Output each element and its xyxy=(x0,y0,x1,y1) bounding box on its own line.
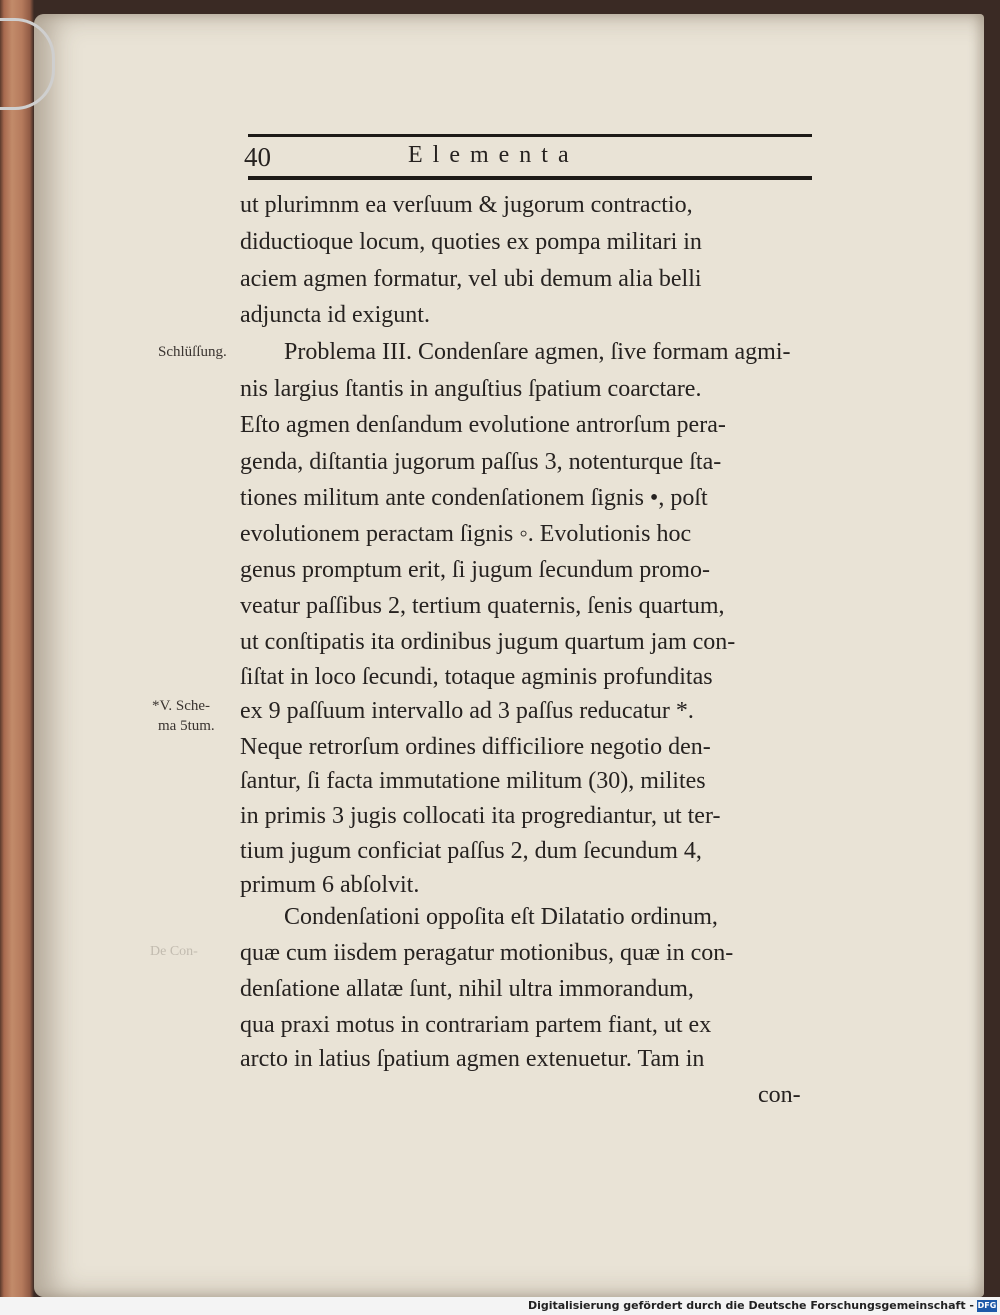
text-line: denſatione allatæ ſunt, nihil ultra immorandum, xyxy=(240,976,694,1002)
text-line: evolutionem peractam ſignis ◦. Evolutionis hoc xyxy=(240,521,692,547)
page-number: 40 xyxy=(244,142,271,172)
text-line: diductioque locum, quoties ex pompa militari in xyxy=(240,229,702,255)
text-line: genus promptum erit, ſi jugum ſecundum promo- xyxy=(240,557,710,583)
catchword: con- xyxy=(758,1082,801,1108)
text-line: arcto in latius ſpatium agmen extenuetur. Tam in xyxy=(240,1046,705,1072)
text-line: in primis 3 jugis collocati ita progrediantur, ut ter- xyxy=(240,803,721,829)
text-line: tium jugum conficiat paſſus 2, dum ſecundum 4, xyxy=(240,838,702,864)
text-line: veatur paſſibus 2, tertium quaternis, ſenis quartum, xyxy=(240,593,725,619)
text-line: Neque retrorſum ordines difficiliore negotio den- xyxy=(240,734,711,760)
text-line: nis largius ſtantis in anguſtius ſpatium coarctare. xyxy=(240,376,702,402)
text-line: ſiſtat in loco ſecundi, totaque agminis profunditas xyxy=(240,664,713,690)
text-line: primum 6 abſolvit. xyxy=(240,872,420,898)
text-line: quæ cum iisdem peragatur motionibus, quæ in con- xyxy=(240,940,734,966)
text-line: ut plurimnm ea verſuum & jugorum contractio, xyxy=(240,192,693,218)
text-line: Eſto agmen denſandum evolutione antrorſum pera- xyxy=(240,412,726,438)
text-line: aciem agmen formatur, vel ubi demum alia belli xyxy=(240,266,702,292)
text-line: Condenſationi oppoſita eſt Dilatatio ordinum, xyxy=(284,904,718,930)
text-line: ſantur, ſi facta immutatione militum (30), milites xyxy=(240,768,706,794)
header-rule-bottom xyxy=(248,176,812,180)
text-line: genda, diſtantia jugorum paſſus 3, notenturque ſta- xyxy=(240,449,722,475)
running-title: Elementa xyxy=(408,142,579,168)
text-line: adjuncta id exigunt. xyxy=(240,302,430,328)
text-line: tiones militum ante condenſationem ſignis •, poſt xyxy=(240,485,708,511)
margin-note-schema-2: ma 5tum. xyxy=(158,718,215,734)
dfg-logo: DFG xyxy=(977,1301,997,1310)
text-line: qua praxi motus in contrariam partem fiant, ut ex xyxy=(240,1012,712,1038)
text-line: ut conſtipatis ita ordinibus jugum quartum jam con- xyxy=(240,629,736,655)
text-line: ex 9 paſſuum intervallo ad 3 paſſus reducatur *. xyxy=(240,698,694,724)
margin-note-schliessung: Schlüſſung. xyxy=(158,344,227,360)
text-line: Problema III. Condenſare agmen, ſive formam agmi- xyxy=(284,339,791,365)
show-through-text: De Con- xyxy=(150,944,198,959)
dfg-credit: Digitalisierung gefördert durch die Deutsche Forschungsgemeinschaft - xyxy=(527,1299,974,1312)
header-rule-top xyxy=(248,134,812,137)
margin-note-schema-1: *V. Sche- xyxy=(152,698,211,714)
